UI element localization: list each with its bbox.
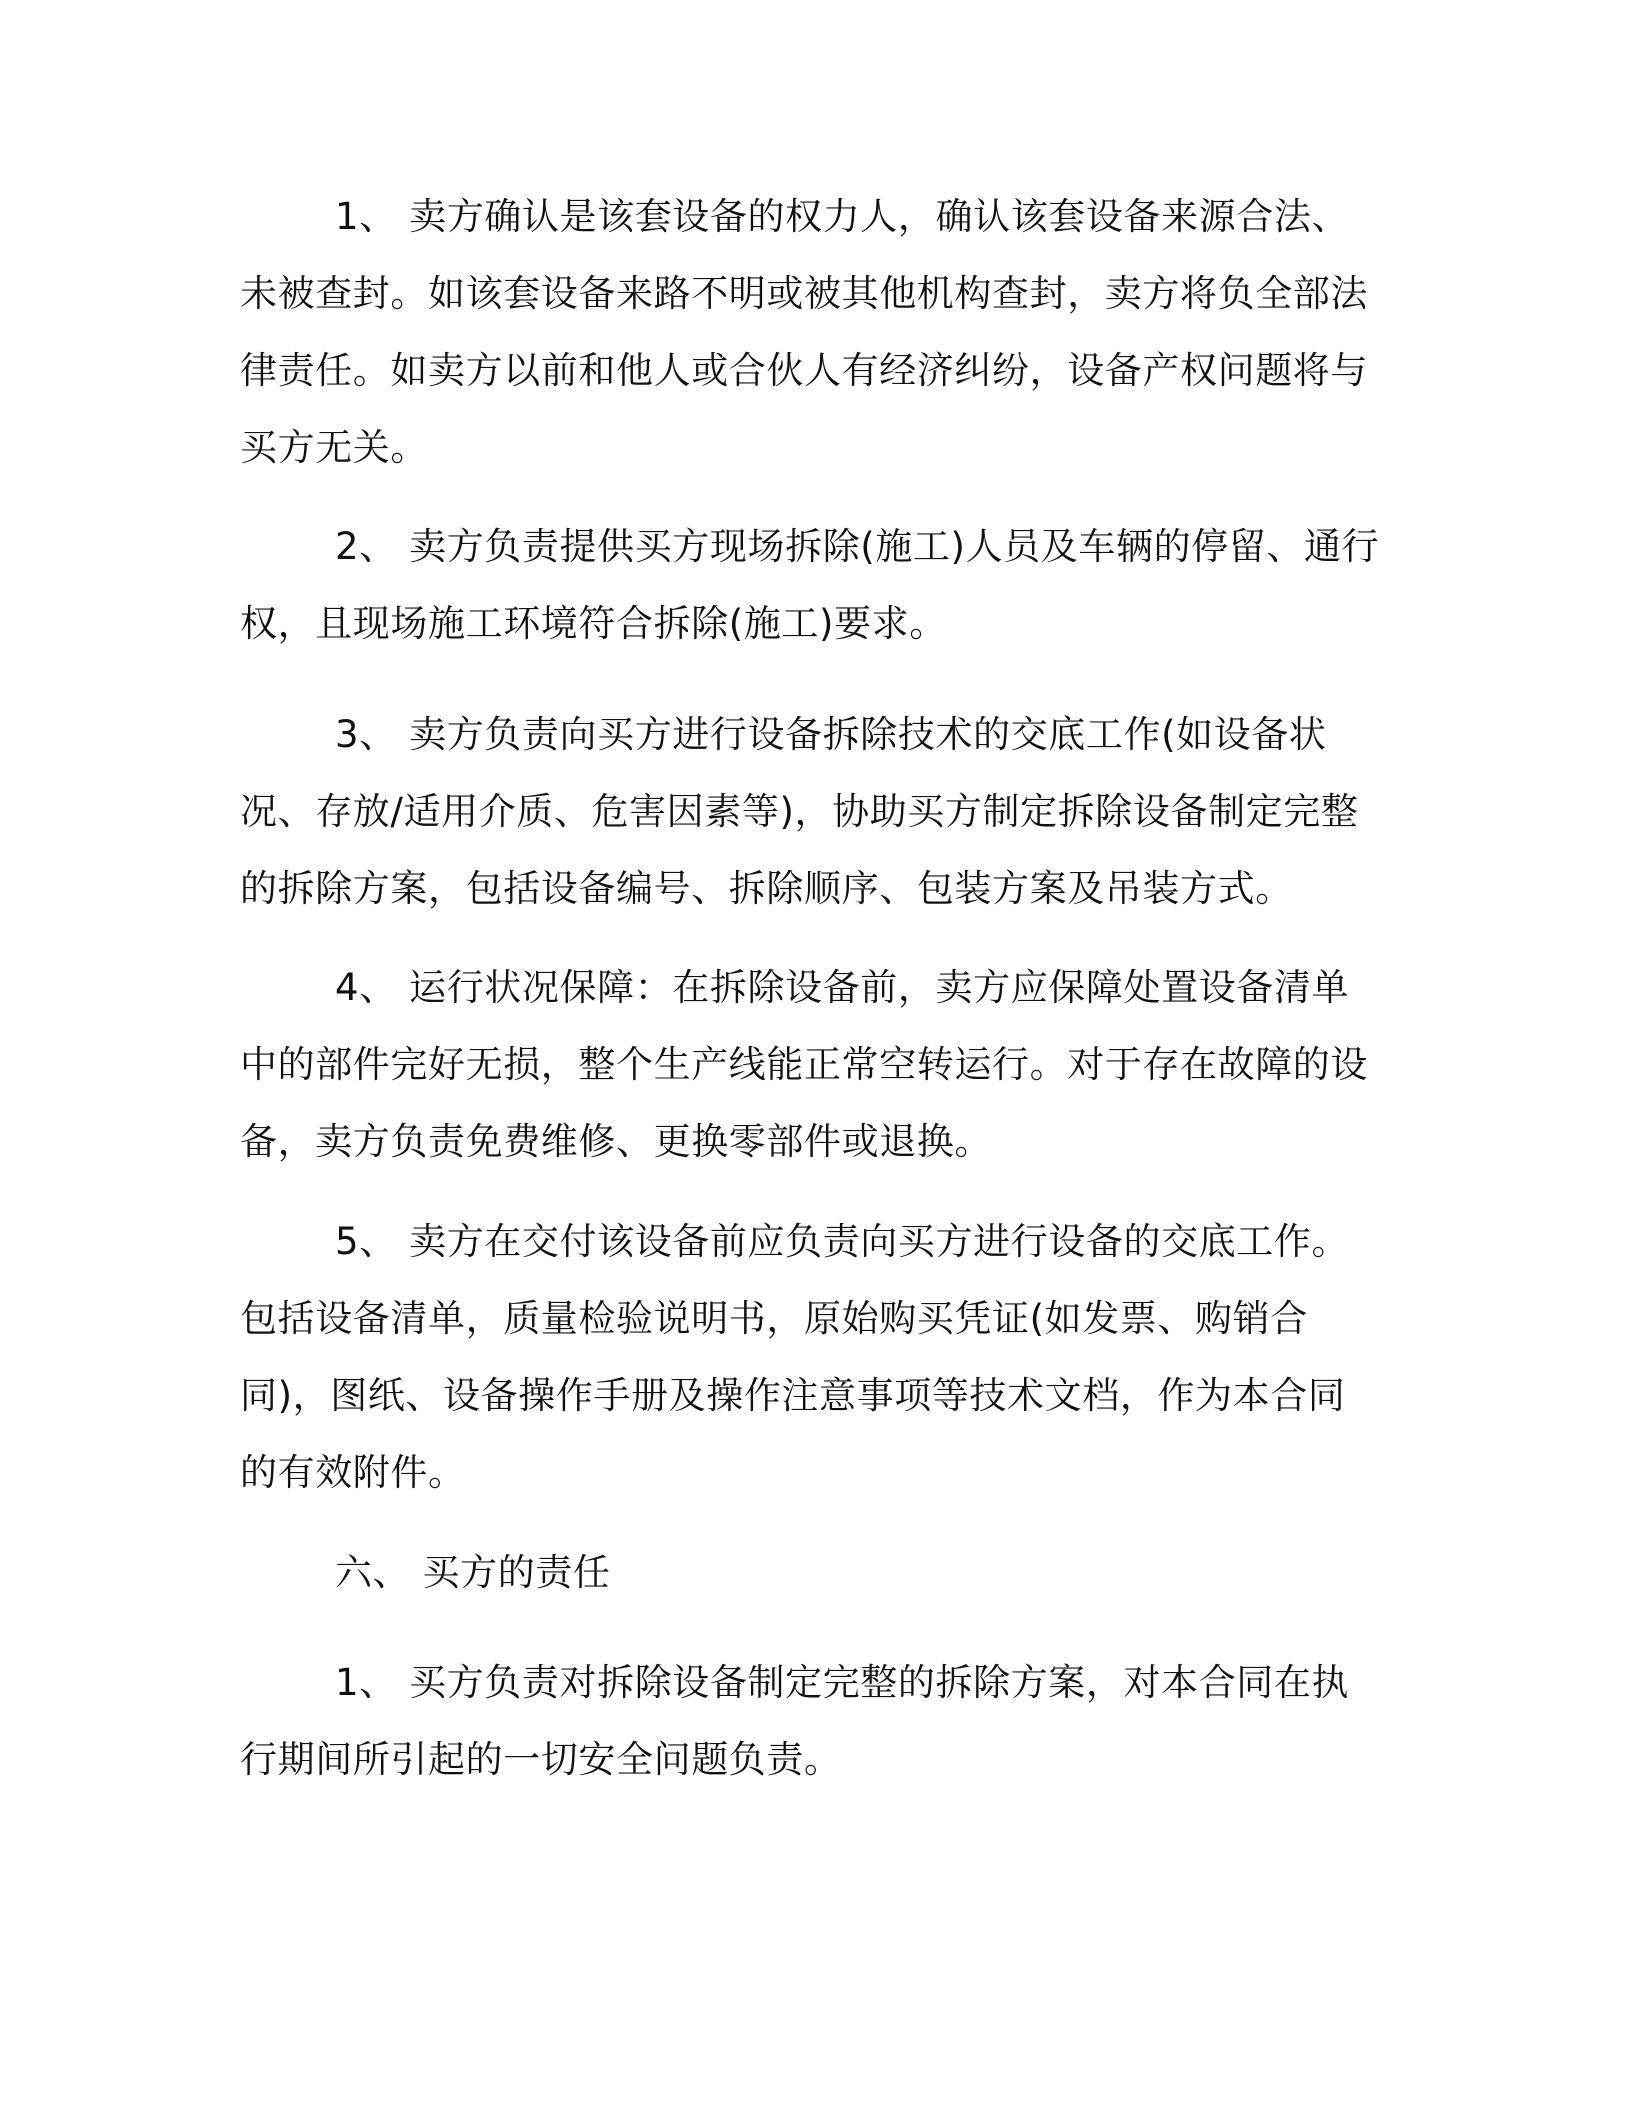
seller-clause-4: 4、 运行状况保障：在拆除设备前，卖方应保障处置设备清单中的部件完好无损，整个生产线能正常空转运行。对于存在故障的设备，卖方负责免费维修、更换零部件或退换。 [240, 966, 1368, 1163]
section-heading-buyer-responsibility: 六、 买方的责任 [335, 1551, 611, 1594]
seller-clause-3: 3、 卖方负责向买方进行设备拆除技术的交底工作(如设备状况、存放/适用介质、危害因素等)，协助买方制定拆除设备制定完整的拆除方案，包括设备编号、拆除顺序、包装方案及吊装方式。 [240, 713, 1359, 910]
seller-clause-5: 5、 卖方在交付该设备前应负责向买方进行设备的交底工作。包括设备清单，质量检验说明书，原始购买凭证(如发票、购销合同)，图纸、设备操作手册及操作注意事项等技术文档，作为本合同的有效附件。 [240, 1220, 1350, 1494]
seller-clause-2: 2、 卖方负责提供买方现场拆除(施工)人员及车辆的停留、通行权，且现场施工环境符合拆除(施工)要求。 [240, 525, 1380, 645]
buyer-clause-1: 1、 买方负责对拆除设备制定完整的拆除方案，对本合同在执行期间所引起的一切安全问题负责。 [240, 1661, 1350, 1781]
seller-clause-1: 1、 卖方确认是该套设备的权力人，确认该套设备来源合法、未被查封。如该套设备来路不明或被其他机构查封，卖方将负全部法律责任。如卖方以前和他人或合伙人有经济纠纷，设备产权问题将与买方无关。 [240, 195, 1368, 469]
